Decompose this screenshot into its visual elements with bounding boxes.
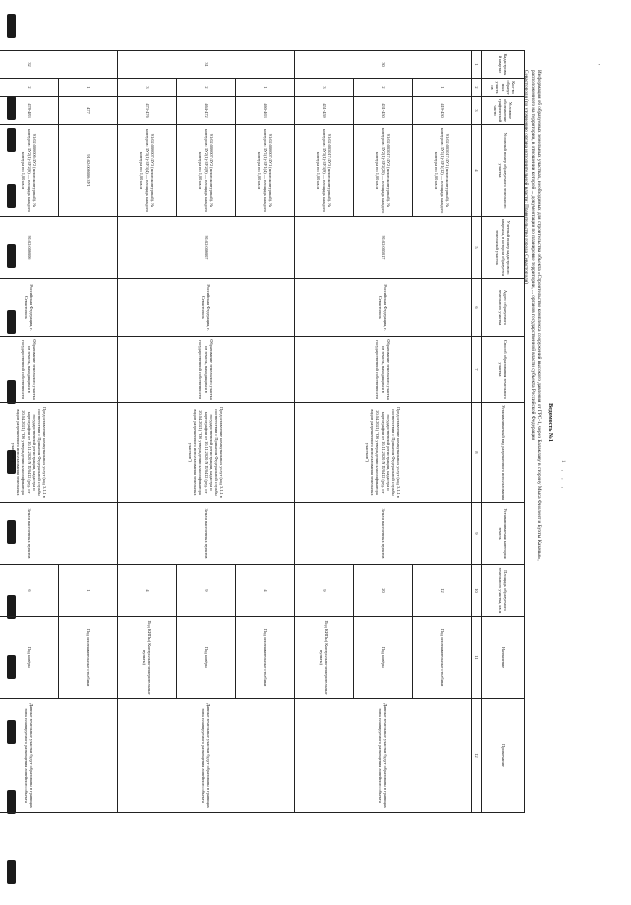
quarter-number: 30 — [295, 51, 472, 79]
graphic-label: 460-463 — [236, 97, 295, 125]
plot-area: 12 — [413, 565, 472, 617]
graphic-label: 473-476 — [118, 97, 177, 125]
document-header — [523, 70, 553, 775]
plot-note: Данные земельные участки будут образованы в границах зоны планируемого размещения линейного объекта — [0, 699, 118, 813]
row-number: 1 — [236, 79, 295, 97]
graphic-label: 451-459 — [295, 97, 354, 125]
graphic-label: 431-450 — [354, 97, 413, 125]
plot-area: 9 — [177, 565, 236, 617]
title-line: расположенного на территории, в отношении которой ... документации по планировке территории, ... органов государственной власти субъекта Российской Федерации — [530, 70, 536, 441]
plot-area: 4 — [118, 565, 177, 617]
row-number: 2 — [177, 79, 236, 97]
document-title — [523, 70, 543, 775]
plot-purpose: Под опознавательные столбики — [413, 617, 472, 699]
quarter-code: 91:02:006006 — [0, 217, 118, 279]
table-header-row — [482, 51, 525, 813]
plot-conditional-number: 91:02:005017:ЗУ1 (многоконтурный). № контуров: ЗУ1(1)-ЗУ1(12) — площадь каждого контура по 1,00 кв.м — [413, 125, 472, 217]
column-number: 12 — [472, 699, 482, 813]
table-row — [236, 51, 295, 813]
rotated-sheet — [11, 30, 595, 835]
plot-purpose: Под КИПы( Контрольно-измерительные пункты) — [118, 617, 177, 699]
plot-conditional-number: 91:02:006007:ЗУ1 (многоконтурный). № контуров: ЗУ1(1)-ЗУ1(4) — площадь каждого контура по 1,00 кв.м — [236, 125, 295, 217]
plot-purpose: Под ковёры — [354, 617, 413, 699]
graphic-label: 477 — [59, 97, 118, 125]
title-line: Информация об образуемых земельных участках, необходимых для строительства объекта «Строительство комплекса сооружений высокого давления от ГРС-1, через Балаклаву в сторону Мыса Фиолент и Бухты Казачья», — [536, 70, 543, 561]
plot-conditional-number: 91:02:006006:ЗУ2 (многоконтурный). № контуров: ЗУ2(1)-ЗУ2(6) — площадь каждого контура по 1,00 кв.м — [0, 125, 59, 217]
column-number: 4 — [472, 125, 482, 217]
handwritten-marks: 1 , , , — [560, 460, 565, 491]
column-number: 3 — [472, 97, 482, 125]
column-number: 8 — [472, 403, 482, 503]
column-header: Назначение — [482, 617, 525, 699]
land-category: Земли населенных пунктов — [0, 503, 118, 565]
plot-area: 9 — [295, 565, 354, 617]
row-number: 2 — [0, 79, 59, 97]
column-header: Площадь образуемого земельного участка, кв.м — [482, 565, 525, 617]
column-number: 6 — [472, 279, 482, 337]
plot-note: Данные земельные участки будут образованы в границах зоны планируемого размещения линейного объекта — [118, 699, 295, 813]
formation-method: Образование земельного участка из земель, находящихся в государственной собственности — [0, 337, 118, 403]
plot-conditional-number: 91:02:006007:ЗУ2 (многоконтурный). № контуров: ЗУ2(1)-ЗУ2(9) — площадь каждого контура по 1,00 кв.м — [177, 125, 236, 217]
graphic-label: 419-430 — [413, 97, 472, 125]
plot-address: Российская Федерация, г. Севастополь — [118, 279, 295, 337]
permitted-use: Предоставление коммунальных услуг (код 3.1.1 в соответствии с Приказом Федеральной службы государственной регистрации, кадастра и картографии от 10.11.2020 N П/0412 (ред. от 20.04.2021) "Об утверждении классификатора видов разрешенного использования земельных участков") — [118, 403, 295, 503]
plot-area: 20 — [354, 565, 413, 617]
plot-note: Данные земельные участки будут образованы в границах зоны планируемого размещения линейного объекта — [295, 699, 472, 813]
row-number: 1 — [413, 79, 472, 97]
column-number: 10 — [472, 565, 482, 617]
land-category: Земли населенных пунктов — [118, 503, 295, 565]
column-header: Условное обозначение графической части — [482, 97, 525, 125]
column-header: Условный номер образуемого земельного участка — [482, 125, 525, 217]
plot-conditional-number: 91:02:006006:ЗУ1 — [59, 125, 118, 217]
binder-mark — [7, 14, 16, 38]
plot-area: 4 — [236, 565, 295, 617]
column-header: Адрес образуемого земельного участка — [482, 279, 525, 337]
plot-address: Российская Федерация, г. Севастополь — [0, 279, 118, 337]
column-header: Способ образования земельного участка — [482, 337, 525, 403]
plot-conditional-number: 91:02:006007:ЗУ3 (многоконтурный). № контуров: ЗУ3(1)-ЗУ3(4) — площадь каждого контура по 1,00 кв.м — [118, 125, 177, 217]
quarter-number: 32 — [0, 51, 118, 79]
column-number-row — [472, 51, 482, 813]
plot-conditional-number: 91:02:005017:ЗУ2 (многоконтурный). № контуров: ЗУ2(1)-ЗУ2(20) — площадь каждого контура по 1,00 кв.м — [354, 125, 413, 217]
column-number: 5 — [472, 217, 482, 279]
table-row — [413, 51, 472, 813]
plot-conditional-number: 91:02:005017:ЗУ3 (многоконтурный). № контуров: ЗУ3(1)-ЗУ3(9) — площадь каждого контура по 1,00 кв.м — [295, 125, 354, 217]
binder-mark — [7, 860, 16, 884]
graphic-label: 478-483 — [0, 97, 59, 125]
table-row — [59, 51, 118, 813]
quarter-code: 91:02:006007 — [118, 217, 295, 279]
land-plots-table — [0, 50, 525, 813]
plot-area: 6 — [0, 565, 59, 617]
row-number: 2 — [354, 79, 413, 97]
row-number: 1 — [59, 79, 118, 97]
permitted-use: Предоставление коммунальных услуг (код 3.1.1 в соответствии с Приказом Федеральной службы государственной регистрации, кадастра и картографии от 10.11.2020 N П/0412 (ред. от 20.04.2021) "Об утверждении классификатора видов разрешенного использования земельных участков") — [295, 403, 472, 503]
plot-purpose: Под опознавательные столбики — [236, 617, 295, 699]
row-number: 3 — [118, 79, 177, 97]
quarter-number: 31 — [118, 51, 295, 79]
sheet-label: Ведомость №1 — [547, 403, 553, 442]
title-line: Севастополя (по уточнению органа исполнительной власти: Правительство города Севастополя) — [523, 70, 530, 284]
column-number: 2 — [472, 79, 482, 97]
plot-purpose: Под опознавательные столбики — [59, 617, 118, 699]
plot-purpose: Под ковёры — [177, 617, 236, 699]
land-category: Земли населенных пунктов — [295, 503, 472, 565]
plot-address: Российская Федерация, г. Севастополь — [295, 279, 472, 337]
column-number: 11 — [472, 617, 482, 699]
permitted-use: Предоставление коммунальных услуг (код 3.1.1 в соответствии с Приказом Федеральной службы государственной регистрации, кадастра и картографии от 10.11.2020 N П/0412 (ред. от 20.04.2021) "Об утверждении классификатора видов разрешенного использования земельных участков") — [0, 403, 118, 503]
graphic-label: 464-472 — [177, 97, 236, 125]
plot-area: 1 — [59, 565, 118, 617]
column-header: Кадастровый квартал — [482, 51, 525, 79]
column-header: Устанавливаемый вид разрешенного использования — [482, 403, 525, 503]
column-header: Учетный номер кадастрового квартала, в котором образуется земельный участок — [482, 217, 525, 279]
column-header: Кол-во образуемых участков — [482, 79, 525, 97]
column-number: 7 — [472, 337, 482, 403]
plot-purpose: Под КИПы( Контрольно-измерительные пункты) — [295, 617, 354, 699]
plot-purpose: Под ковёры — [0, 617, 59, 699]
column-header: Примечание — [482, 699, 525, 813]
row-number: 3 — [295, 79, 354, 97]
column-number: 1 — [472, 51, 482, 79]
formation-method: Образование земельного участка из земель, находящихся в государственной собственности — [118, 337, 295, 403]
formation-method: Образование земельного участка из земель, находящихся в государственной собственности — [295, 337, 472, 403]
column-header: Устанавливаемая категория земель — [482, 503, 525, 565]
scan-speck: · — [598, 61, 601, 69]
column-number: 9 — [472, 503, 482, 565]
quarter-code: 91:02:005017 — [295, 217, 472, 279]
